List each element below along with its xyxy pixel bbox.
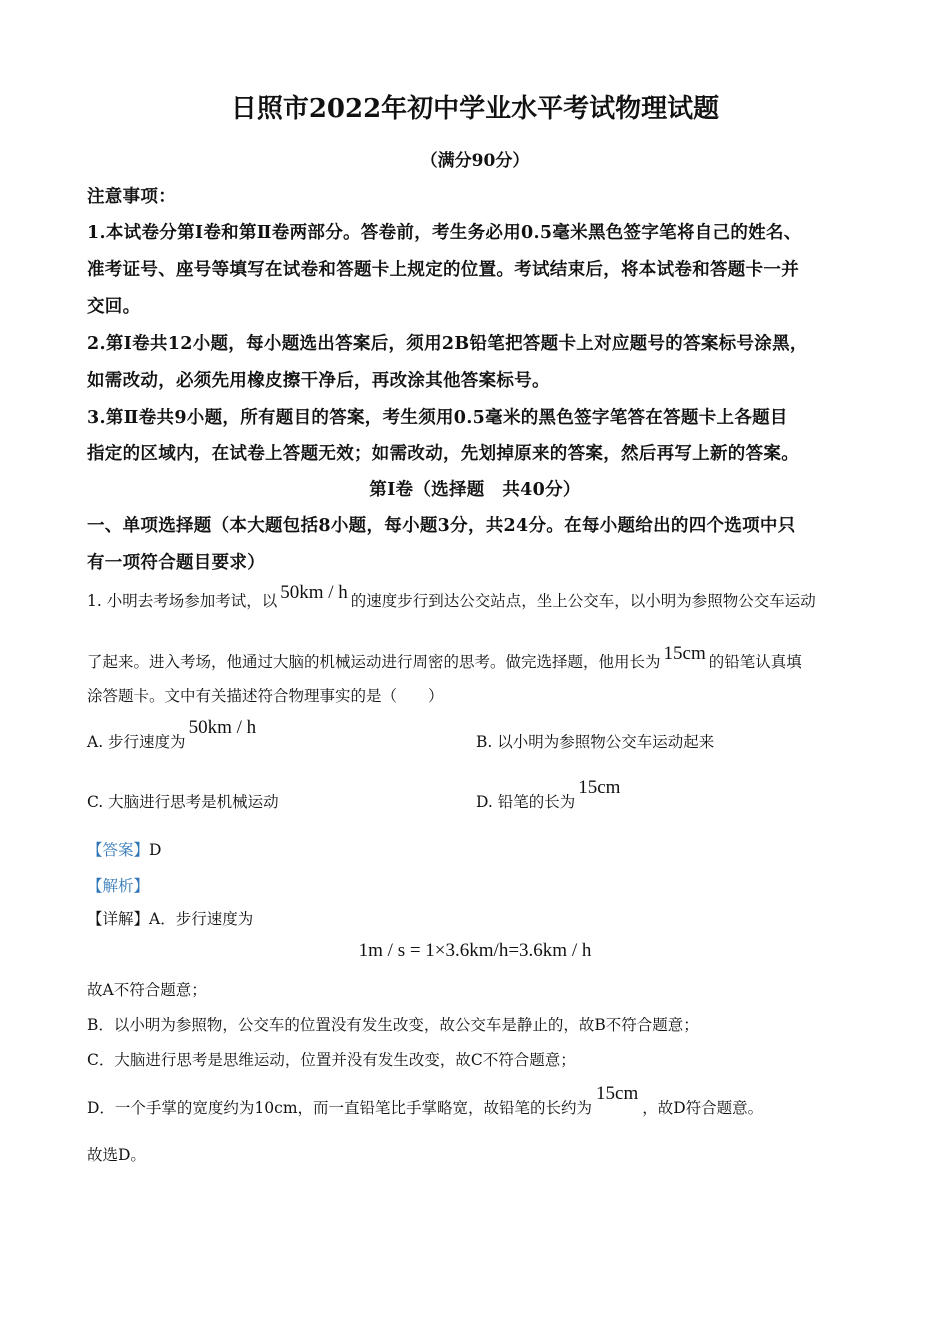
option-d xyxy=(476,777,621,813)
option-d-text: D. 铅笔的长为 xyxy=(476,793,576,811)
question-text: 了起来。进入考场，他通过大脑的机械运动进行周密的思考。做完选择题，他用长为 xyxy=(87,653,661,671)
section-title: 第Ⅰ卷（选择题 共40分） xyxy=(369,480,581,500)
part-heading-cont: 有一项符合题目要求） xyxy=(87,553,265,573)
explanation-c: C．大脑进行思考是思维运动，位置并没有发生改变，故C不符合题意； xyxy=(87,1051,576,1069)
formula: 1m / s = 1×3.6km/h=3.6km / h xyxy=(358,940,592,961)
explanation-d-math: 15cm xyxy=(596,1083,639,1104)
explanation-b: B．以小明为参照物，公交车的位置没有发生改变，故公交车是静止的，故B不符合题意； xyxy=(87,1016,699,1034)
explanation-a: 故A不符合题意； xyxy=(87,981,207,999)
question-1-line-1 xyxy=(87,582,816,612)
notes-line: 准考证号、座号等填写在试卷和答题卡上规定的位置。考试结束后，将本试卷和答题卡一并 xyxy=(87,260,799,280)
analysis-tag: 【解析】 xyxy=(87,877,150,895)
answer-line xyxy=(87,838,161,860)
detail-line: 【详解】A．步行速度为 xyxy=(87,910,254,928)
score-note: （满分90分） xyxy=(420,151,530,171)
explanation-d xyxy=(87,1083,764,1119)
notes-line: 指定的区域内，在试卷上答题无效；如需改动，先划掉原来的答案，然后再写上新的答案。 xyxy=(87,444,799,464)
part-heading: 一、单项选择题（本大题包括8小题，每小题3分，共24分。在每小题给出的四个选项中只 xyxy=(87,516,796,536)
page-title: 日照市2022年初中学业水平考试物理试题 xyxy=(230,94,720,124)
option-a-text: A. 步行速度为 xyxy=(87,733,186,751)
notes-line: 如需改动，必须先用橡皮擦干净后，再改涂其他答案标号。 xyxy=(87,371,550,391)
math-speed: 50km / h xyxy=(280,582,348,603)
final-answer: 故选D。 xyxy=(87,1146,146,1164)
option-a xyxy=(87,717,257,753)
notes-line: 3.第Ⅱ卷共9小题，所有题目的答案，考生须用0.5毫米的黑色签字笔答在答题卡上各题目 xyxy=(87,408,788,428)
option-c: C. 大脑进行思考是机械运动 xyxy=(87,793,279,811)
question-1-line-2 xyxy=(87,643,802,673)
question-text: 的铅笔认真填 xyxy=(708,653,802,671)
notes-line: 交回。 xyxy=(87,297,141,317)
notes-line: 2.第Ⅰ卷共12小题，每小题选出答案后，须用2B铅笔把答题卡上对应题号的答案标号涂黑， xyxy=(87,334,808,354)
math-length: 15cm xyxy=(663,643,706,664)
answer-tag: 【答案】 xyxy=(87,841,150,859)
notes-line: 1.本试卷分第Ⅰ卷和第Ⅱ卷两部分。答卷前，考生务必用0.5毫米黑色签字笔将自己的姓名、 xyxy=(87,223,802,243)
explanation-d-text: D．一个手掌的宽度约为10cm，而一直铅笔比手掌略宽，故铅笔的长约为 xyxy=(87,1099,593,1117)
option-b: B. 以小明为参照物公交车运动起来 xyxy=(476,733,715,751)
option-d-math: 15cm xyxy=(578,777,621,798)
answer-value: D xyxy=(149,841,162,859)
option-a-math: 50km / h xyxy=(188,717,257,738)
question-1-line-3: 涂答题卡。文中有关描述符合物理事实的是（ ） xyxy=(87,687,444,705)
question-text: 1. 小明去考场参加考试，以 xyxy=(87,592,278,610)
explanation-d-text-end: ，故D符合题意。 xyxy=(642,1099,764,1117)
question-text: 的速度步行到达公交站点，坐上公交车，以小明为参照物公交车运动 xyxy=(350,592,816,610)
notes-heading: 注意事项： xyxy=(87,187,176,207)
